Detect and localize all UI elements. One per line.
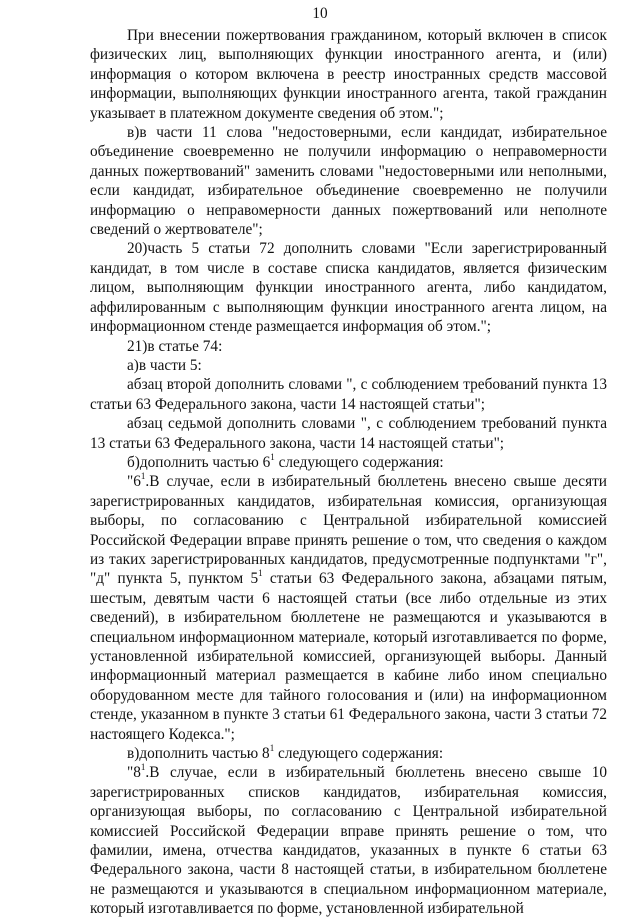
paragraph-text: статьи 63 Федерального закона, абзацами пятым, шестым, девятым части 6 настоящей статьи (все либо отдельные из этих сведений), в избирательном бюллетене не размещаются и указываются в специальном информационном материале, который изготавливается по форме, установленной избирательной комиссией, организующей выборы. Данный информационный материал размещается в кабине либо ином специально оборудованном месте для тайного голосования и (или) на информационном стенде, указанном в пункте 3 статьи 61 Федерального закона, части 3 статьи 72 настоящего Кодекса."; xyxy=(90,570,607,743)
superscript: 1 xyxy=(269,742,275,753)
superscript: 1 xyxy=(258,568,263,579)
paragraph xyxy=(90,472,607,744)
paragraph: а)в части 5: xyxy=(127,356,202,374)
page-number: 10 xyxy=(312,5,328,22)
paragraph: 20)часть 5 статьи 72 дополнить словами "Если зарегистрированный кандидат, в том числе в составе списка кандидатов, является физическим лицом, выполняющим функции иностранного агента, либо кандидатом, аффилированным с выполняющим функции иностранного агента лицом, на информационном стенде размещается информация об этом."; xyxy=(90,240,607,336)
paragraph xyxy=(90,763,607,918)
superscript: 1 xyxy=(270,451,275,462)
paragraph-text: в)дополнить частью 8 xyxy=(127,745,270,763)
paragraph-text: б)дополнить частью 6 xyxy=(127,453,271,471)
paragraph: абзац второй дополнить словами ", с соблюдением требований пункта 13 статьи 63 Федерального закона, части 14 настоящей статьи"; xyxy=(90,376,607,413)
superscript: 1 xyxy=(140,471,146,482)
paragraph-text: следующего содержания: xyxy=(274,453,444,471)
paragraph-text: "8 xyxy=(127,764,141,782)
paragraph xyxy=(90,744,607,763)
superscript: 1 xyxy=(140,762,146,773)
paragraph: При внесении пожертвования гражданином, который включен в список физических лиц, выполняющих функции иностранного агента, и (или) информация о котором включена в реестр иностранных средств массовой информации, выполняющих функции иностранного агента, такой гражданин указывает в платежном документе сведения об этом."; xyxy=(90,27,607,122)
paragraph: абзац седьмой дополнить словами ", с соблюдением требований пункта 13 статьи 63 Федерального закона, части 14 настоящей статьи"; xyxy=(90,415,607,452)
paragraph-text: .В случае, если в избирательный бюллетень внесено свыше десяти зарегистрированных кандидатов, избирательная комиссия, организующая выборы, по согласованию с Центральной избирательной комиссией Российской Федерации вправе принять решение о том, что сведения о каждом из таких зарегистрированных кандидатов, предусмотренные подпунктами "г", "д" пункта 5, пунктом 5 xyxy=(90,473,607,588)
paragraph-text: "6 xyxy=(127,473,141,491)
paragraph-text: следующего содержания: xyxy=(274,745,444,763)
paragraph: в)в части 11 слова "недостоверными, если кандидат, избирательное объединение своевременно не получили информацию о неправомерности данных пожертвований" заменить словами "недостоверными или неполными, если кандидат, избирательное объединение своевременно не получили информацию о неправомерности данных пожертвований или неполноте сведений о жертвователе"; xyxy=(90,124,607,239)
paragraph-text: .В случае, если в избирательный бюллетень внесено свыше 10 зарегистрированных списков кандидатов, избирательная комиссия, организующая выборы, по согласованию с Центральной избирательной комиссией Российской Федерации вправе принять решение о том, что фамилии, имена, отчества кандидатов, указанных в пункте 6 статьи 63 Федерального закона, части 8 настоящей статьи, в избирательном бюллетене не размещаются и указываются в специальном информационном материале, который изготавливается по форме, установленной избирательной xyxy=(90,764,607,918)
paragraph xyxy=(90,453,607,472)
paragraph: 21)в статье 74: xyxy=(127,337,223,355)
document-body xyxy=(90,26,607,919)
